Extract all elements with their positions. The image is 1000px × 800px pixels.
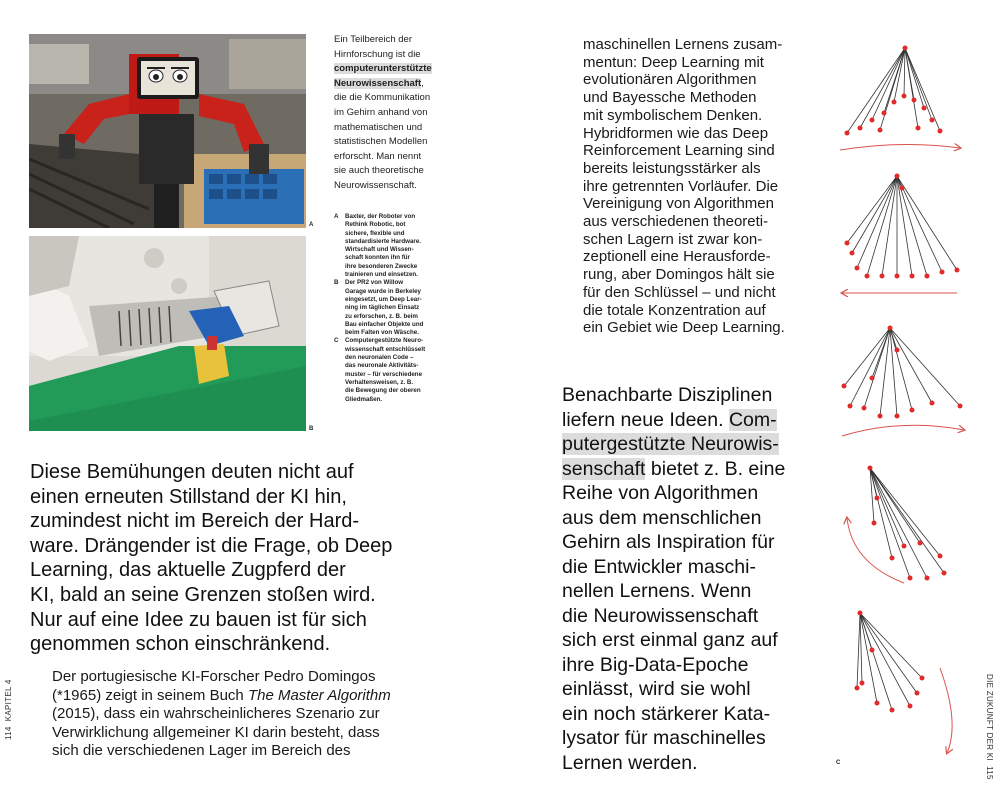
text-line: Gehirn als Inspiration für <box>562 531 775 553</box>
right-page-footer <box>985 674 994 780</box>
figure-label-a: A <box>309 222 314 228</box>
text-line: für den Schlüssel – und nicht <box>583 283 776 301</box>
text-line: Verwirklichung allgemeiner KI darin besteht, dass <box>52 723 380 741</box>
text-line: ein noch stärkerer Kata- <box>562 702 771 725</box>
text-line: ihre Big-Data-Epoche <box>562 653 749 676</box>
highlight: Com- <box>728 408 777 431</box>
fan-diagram-5 <box>857 613 922 710</box>
sidebar-line: im Gehirn anhand von <box>334 106 428 118</box>
right-lead-paragraph <box>562 383 822 775</box>
text-line: mit symbolischem Denken. <box>583 106 763 124</box>
text-line: Learning, das aktuelle Zugpferd der <box>30 559 346 582</box>
right-body-paragraph <box>583 36 823 337</box>
fan-diagram-4 <box>870 468 944 578</box>
figure-label-b: B <box>309 426 314 432</box>
sidebar-line: Neurowissenschaft, <box>334 77 424 89</box>
text-line: ware. Drängender ist die Frage, ob Deep <box>30 534 393 557</box>
text-line: (*1965) zeigt in seinem Buch The Master Algorithm <box>52 686 391 704</box>
text-line: Hybridformen wie das Deep <box>583 124 769 142</box>
chapter-label: KAPITEL 4 <box>4 679 13 722</box>
text-line: sich erst einmal ganz auf <box>562 629 778 651</box>
text-line: ein Gebiet wie Deep Learning. <box>583 319 785 337</box>
sidebar-line: Hirnforschung ist die <box>334 48 421 60</box>
text-line: einlässt, wird sie wohl <box>562 678 751 700</box>
text-line: Benachbarte Disziplinen <box>562 384 773 406</box>
text-line: Vereinigung von Algorithmen <box>583 195 774 213</box>
text-line: schen Lagern ist zwar kon- <box>583 230 763 248</box>
text-line: zeptionell eine Herausforde- <box>583 248 771 266</box>
text-line: Der portugiesische KI-Forscher Pedro Domingos <box>52 668 376 685</box>
text-line: aus dem menschlichen <box>562 506 762 529</box>
text-line: und Bayessche Methoden <box>583 89 757 107</box>
text-line: liefern neue Ideen. Com- <box>562 408 777 431</box>
text-line: (2015), dass ein wahrscheinlicheres Szenario zur <box>52 705 380 722</box>
photo-baxter-robot <box>29 34 306 228</box>
fan-diagram-3 <box>844 328 960 416</box>
fan-diagram-2 <box>847 176 957 276</box>
page-number: 115 <box>985 766 994 780</box>
text-line <box>562 432 822 457</box>
text-line: einen erneuten Stillstand der KI hin, <box>30 485 347 508</box>
text-line: maschinellen Lernens zusam- <box>583 36 783 53</box>
text-line: zumindest nicht im Bereich der Hard- <box>30 510 360 533</box>
text-line: die Neurowissenschaft <box>562 604 759 627</box>
text-line: Diese Bemühungen deuten nicht auf <box>30 461 354 483</box>
text-line: genommen schon einschränkend. <box>30 633 331 656</box>
text-line: Reinforcement Learning sind <box>583 142 775 160</box>
text-line: bereits leistungsstärker als <box>583 159 761 177</box>
photo-pr2-robot <box>29 236 306 431</box>
sidebar-line: die die Kommunikation <box>334 92 431 104</box>
sidebar-line: mathematischen und <box>334 121 423 133</box>
caption-b: B Der PR2 von Willow Garage wurde in Berkeley eingesetzt, um Deep Lear- ning im täglichen Einsatz zu erforschen, z. B. beim Bau einfacher Objekte und beim Falten von Wäsche. <box>334 279 424 337</box>
text-line: die Entwickler maschi- <box>562 555 756 578</box>
highlight: senschaft <box>562 457 646 480</box>
text-line: nellen Lernens. Wenn <box>562 580 752 602</box>
sidebar-line: erforscht. Man nennt <box>334 150 422 162</box>
figure-label-c: C <box>836 760 841 766</box>
text-line: Nur auf eine Idee zu bauen ist für sich <box>30 608 367 631</box>
text-line: KI, bald an seine Grenzen stoßen wird. <box>30 583 376 606</box>
chapter-label: DIE ZUKUNFT DER KI <box>985 674 994 762</box>
book-title: The Master Algorithm <box>247 686 391 704</box>
left-lead-paragraph <box>30 460 450 657</box>
text-line: sich die verschiedenen Lager im Bereich des <box>52 742 351 759</box>
sidebar-note <box>334 33 454 194</box>
left-page-footer <box>4 679 13 740</box>
sidebar-line: Ein Teilbereich der <box>334 34 412 45</box>
sidebar-line: computerunterstützte <box>334 63 432 75</box>
highlight: putergestützte Neurowis- <box>562 433 779 455</box>
sidebar-line: Neurowissenschaft. <box>334 179 417 191</box>
left-body-paragraph <box>52 668 452 761</box>
text-line: Lernen werden. <box>562 751 698 774</box>
text-line: Reihe von Algorithmen <box>562 482 759 504</box>
neuron-diagram <box>832 38 972 768</box>
text-line: ihre getrennten Vorläufer. Die <box>583 177 779 195</box>
figure-captions <box>334 213 452 404</box>
sidebar-line: statistischen Modellen <box>334 136 428 148</box>
fan-diagram-1 <box>847 48 940 133</box>
text-line: evolutionären Algorithmen <box>583 71 757 89</box>
text-line: aus verschiedenen theoreti- <box>583 213 769 231</box>
caption-a: A Baxter, der Roboter von Rethink Robotic, bot sichere, flexible und standardisierte Hardware. Wirtschaft und Wissen- schaft konnten ihn für ihre besonderen Zwecke trainieren und einsetzen. <box>334 213 421 279</box>
text-line: lysator für maschinelles <box>562 727 766 749</box>
caption-c: C Computergestützte Neuro- wissenschaft entschlüsselt den neuronalen Code – das neuronale Aktivitäts- muster – für verschiedene Verhaltensweisen, z. B. die Bewegung der oberen Gliedmaßen. <box>334 337 426 403</box>
text-line: rung, aber Domingos hält sie <box>583 266 775 284</box>
text-line: die totale Konzentration auf <box>583 301 766 319</box>
text-line: senschaft bietet z. B. eine <box>562 457 786 480</box>
text-line: mentun: Deep Learning mit <box>583 53 764 71</box>
page-number: 114 <box>4 726 13 740</box>
sidebar-line: sie auch theoretische <box>334 165 424 177</box>
